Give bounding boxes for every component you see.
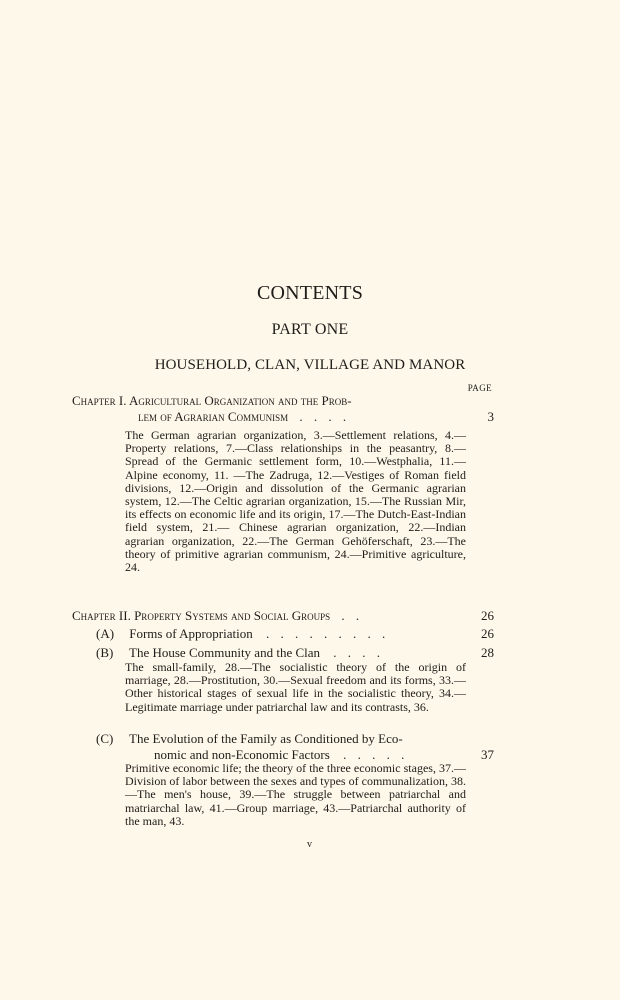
chapter-1-page-number: 3 [487, 409, 494, 424]
chapter-1-summary: The German agrarian organization, 3.—Settlement relations, 4.—Property relations, 7.—Class relationships in the peasantry, 8.—Spread of the Germanic settlement form, 10.—Westphalia, 11.—Alpine economy, 11. —The Zadruga, 12.—Vestiges of Roman field divisions, 12.—Origin and dissolution of the Germanic agrarian system, 12.—The Celtic agrarian organization, 15.—The Russian Mir, its effects on economic life and its origin, 17.—The Dutch-East-Indian field system, 21.— Chinese agrarian organization, 22.—Indian agrarian organization, 22.—The German Gehöferschaft, 23.—The theory of primitive agrarian communism, 24.—Primitive agriculture, 24. [125, 428, 466, 575]
chapter-2-entry [72, 608, 494, 624]
chapter-1-title-line-1: Chapter I. Agricultural Organization and the Prob- [72, 393, 352, 408]
dot-leader: . . . . [333, 645, 385, 660]
section-b-page-number: 28 [481, 645, 494, 660]
section-c-title-line-1: The Evolution of the Family as Conditioned by Eco- [129, 731, 403, 746]
dot-leader: . . [341, 608, 364, 623]
section-a-page-number: 26 [481, 626, 494, 641]
section-b-entry [96, 645, 494, 661]
chapter-2-page-number: 26 [481, 608, 494, 623]
chapter-1-title-line-2: lem of Agrarian Communism . . . . 3 [138, 409, 494, 424]
contents-heading: CONTENTS [256, 282, 364, 304]
section-c-label: (C) [96, 731, 114, 746]
page-column-label: PAGE [467, 383, 492, 393]
section-b-title: The House Community and the Clan [129, 645, 321, 660]
dot-leader: . . . . . . . . . [266, 626, 390, 641]
chapter-2-title-line: Chapter II. Property Systems and Social Groups . . 26 [72, 608, 494, 623]
section-a-label: (A) [96, 626, 115, 641]
dot-leader: . . . . . [343, 747, 409, 762]
chapter-1-entry [72, 393, 494, 425]
dot-leader: . . . . [299, 409, 351, 424]
section-c-summary: Primitive economic life; the theory of the three economic stages, 37.—Division of labor between the sexes and types of communalization, 38.—The men's house, 39.—The struggle between patriarchal and matriarchal law, 41.—Group marriage, 43.—Patriarchal authority of the man, 43. [125, 761, 466, 828]
section-heading: HOUSEHOLD, CLAN, VILLAGE AND MANOR [154, 357, 466, 373]
section-b-summary: The small-family, 28.—The socialistic theory of the origin of marriage, 28.—Prostitution, 30.—Sexual freedom and its forms, 33.—Other historical stages of sexual life in the socialistic theory, 34.—Legitimate marriage under patriarchal law and its contrasts, 36. [125, 660, 466, 714]
section-a-entry [96, 626, 494, 642]
section-b-label: (B) [96, 645, 114, 660]
section-a-title: Forms of Appropriation [129, 626, 253, 641]
part-heading: PART ONE [271, 321, 349, 338]
section-c-title-line-2: nomic and non-Economic Factors [154, 747, 330, 762]
section-c-entry [96, 731, 494, 763]
section-c-page-number: 37 [481, 747, 494, 762]
page-number-footer: v [307, 839, 313, 850]
